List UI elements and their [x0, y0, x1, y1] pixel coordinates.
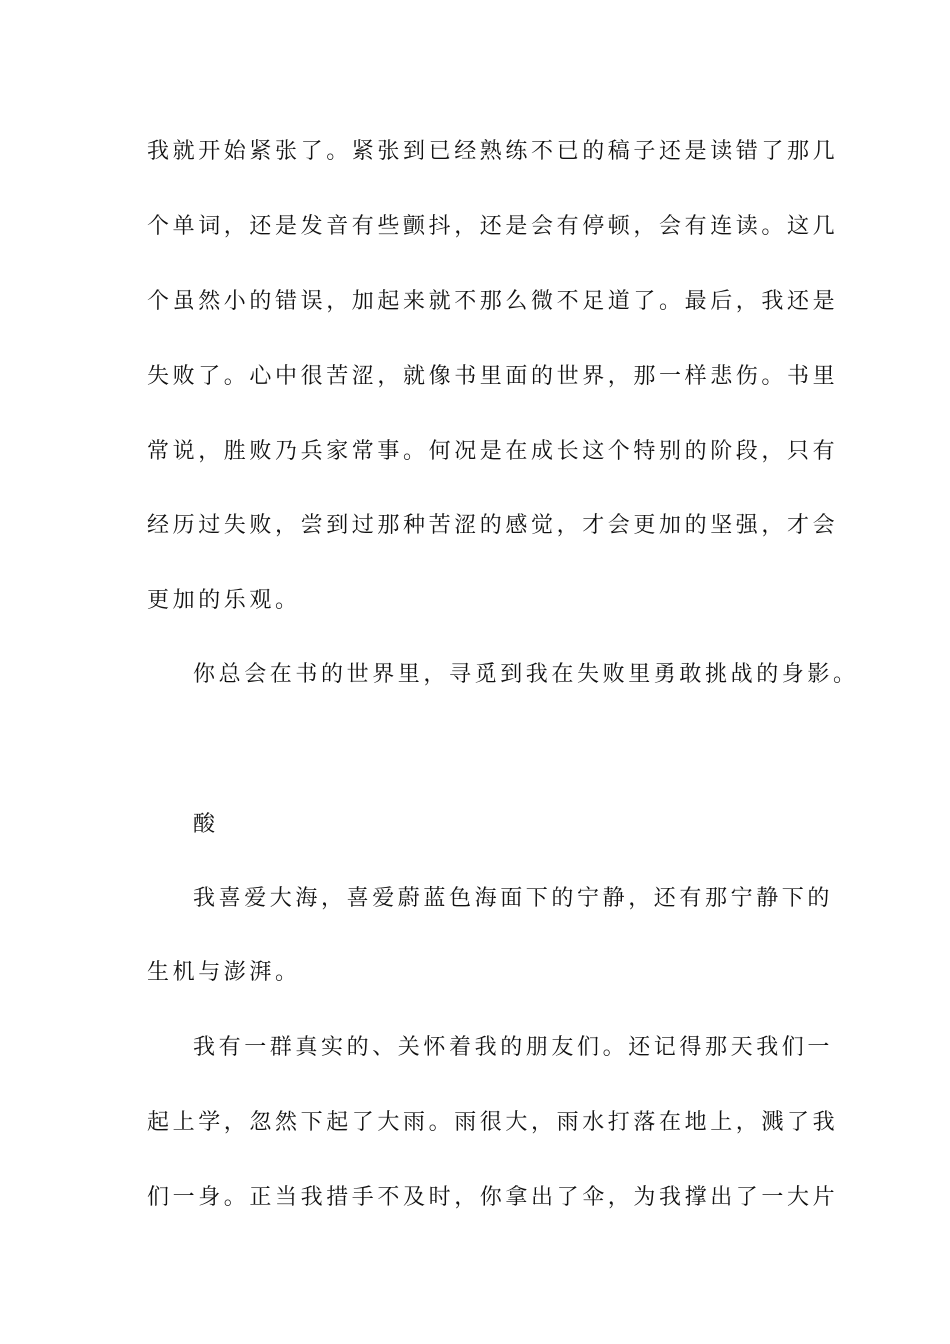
paragraph-line: 常说，胜败乃兵家常事。何况是在成长这个特别的阶段，只有: [147, 439, 839, 464]
paragraph-line: 我喜爱大海，喜爱蔚蓝色海面下的宁静，还有那宁静下的: [193, 886, 834, 911]
paragraph-line: 个单词，还是发音有些颤抖，还是会有停顿，会有连读。这几: [147, 214, 839, 239]
paragraph-line: 生机与澎湃。: [147, 960, 301, 985]
paragraph-line: 们一身。正当我措手不及时，你拿出了伞，为我撑出了一大片: [147, 1185, 839, 1210]
paragraph-line: 我就开始紧张了。紧张到已经熟练不已的稿子还是读错了那几: [147, 139, 839, 164]
paragraph-line: 经历过失败，尝到过那种苦涩的感觉，才会更加的坚强，才会: [147, 513, 839, 538]
section-heading: 酸: [193, 812, 219, 837]
paragraph-line: 你总会在书的世界里，寻觅到我在失败里勇敢挑战的身影。: [193, 662, 859, 687]
paragraph-line: 起上学，忽然下起了大雨。雨很大，雨水打落在地上，溅了我: [147, 1110, 839, 1135]
paragraph-line: 个虽然小的错误，加起来就不那么微不足道了。最后，我还是: [147, 289, 839, 314]
paragraph-line: 我有一群真实的、关怀着我的朋友们。还记得那天我们一: [193, 1035, 834, 1060]
paragraph-line: 失败了。心中很苦涩，就像书里面的世界，那一样悲伤。书里: [147, 364, 839, 389]
paragraph-line: 更加的乐观。: [147, 588, 301, 613]
